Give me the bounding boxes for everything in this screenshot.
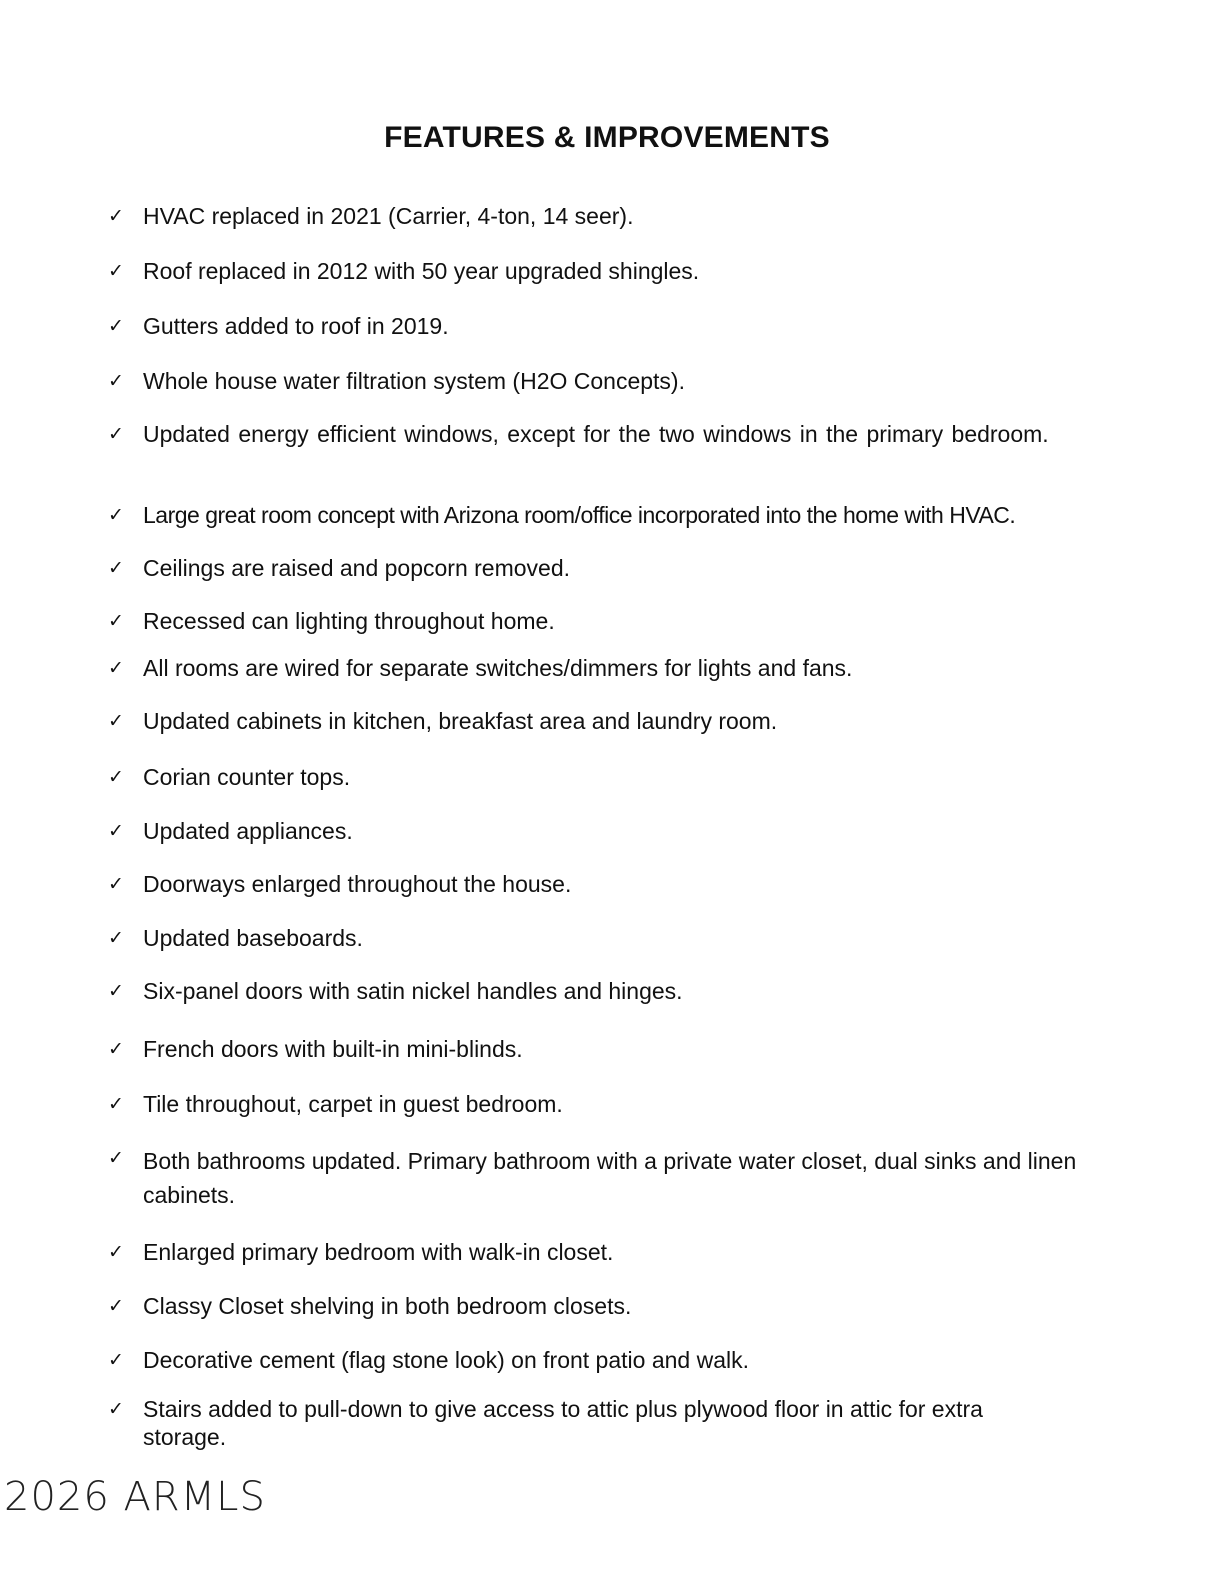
list-item — [108, 420, 1144, 448]
list-item — [108, 501, 1144, 529]
checkmark-icon: ✓ — [108, 1398, 124, 1420]
checkmark-icon: ✓ — [108, 1241, 124, 1263]
checkmark-icon: ✓ — [108, 205, 124, 227]
list-item — [108, 654, 1144, 682]
checkmark-icon: ✓ — [108, 1295, 124, 1317]
list-item — [108, 202, 1144, 230]
list-item-text: Updated baseboards. — [143, 925, 363, 951]
list-item-text: Updated energy efficient windows, except for the two windows in the primary bedroom. — [143, 421, 1049, 447]
list-item — [108, 1395, 1144, 1451]
checkmark-icon: ✓ — [108, 927, 124, 949]
list-item-text: Whole house water filtration system (H2O Concepts). — [143, 368, 685, 394]
list-item-text: All rooms are wired for separate switches/dimmers for lights and fans. — [143, 655, 853, 681]
checkmark-icon: ✓ — [108, 657, 124, 679]
list-item — [108, 1346, 1144, 1374]
list-item — [108, 367, 1144, 395]
checkmark-icon: ✓ — [108, 1038, 124, 1060]
list-item — [108, 312, 1144, 340]
list-item-text: Stairs added to pull-down to give access to attic plus plywood floor in attic for extra storage. — [143, 1396, 983, 1450]
list-item-text: Doorways enlarged throughout the house. — [143, 871, 572, 897]
list-item-text: Ceilings are raised and popcorn removed. — [143, 555, 571, 581]
checkmark-icon: ✓ — [108, 1147, 124, 1169]
list-item — [108, 1035, 1144, 1063]
checkmark-icon: ✓ — [108, 504, 124, 526]
list-item-text: Roof replaced in 2012 with 50 year upgraded shingles. — [143, 258, 700, 284]
list-item-text: Six-panel doors with satin nickel handles and hinges. — [143, 978, 683, 1004]
checkmark-icon: ✓ — [108, 710, 124, 732]
checkmark-icon: ✓ — [108, 1093, 124, 1115]
list-item — [108, 924, 1144, 952]
checkmark-icon: ✓ — [108, 260, 124, 282]
list-item-text: Gutters added to roof in 2019. — [143, 313, 449, 339]
list-item — [108, 257, 1144, 285]
list-item — [108, 1292, 1144, 1320]
list-item — [108, 1238, 1144, 1266]
checkmark-icon: ✓ — [108, 315, 124, 337]
list-item-text: Recessed can lighting throughout home. — [143, 608, 555, 634]
checkmark-icon: ✓ — [108, 766, 124, 788]
list-item — [108, 977, 1144, 1005]
list-item — [108, 1090, 1144, 1118]
page-title: FEATURES & IMPROVEMENTS — [384, 121, 830, 154]
list-item-text: HVAC replaced in 2021 (Carrier, 4-ton, 14 seer). — [143, 203, 634, 229]
checkmark-icon: ✓ — [108, 1349, 124, 1371]
list-item-text: Classy Closet shelving in both bedroom closets. — [143, 1293, 632, 1319]
checkmark-icon: ✓ — [108, 557, 124, 579]
list-item-text: Updated appliances. — [143, 818, 353, 844]
checkmark-icon: ✓ — [108, 980, 124, 1002]
list-item-text: French doors with built-in mini-blinds. — [143, 1036, 523, 1062]
list-item — [108, 870, 1144, 898]
list-item — [108, 763, 1144, 791]
checkmark-icon: ✓ — [108, 820, 124, 842]
list-item-text: Decorative cement (flag stone look) on front patio and walk. — [143, 1347, 749, 1373]
list-item-text: Both bathrooms updated. Primary bathroom with a private water closet, dual sinks and linen cabinets. — [143, 1148, 1077, 1208]
list-item-text: Corian counter tops. — [143, 764, 351, 790]
list-item — [108, 554, 1144, 582]
list-item — [108, 707, 1144, 735]
checkmark-icon: ✓ — [108, 873, 124, 895]
list-item-text: Tile throughout, carpet in guest bedroom. — [143, 1091, 563, 1117]
list-item — [108, 817, 1144, 845]
list-item-text: Large great room concept with Arizona room/office incorporated into the home with HVAC. — [143, 502, 1016, 528]
checkmark-icon: ✓ — [108, 423, 124, 445]
list-item-text: Updated cabinets in kitchen, breakfast area and laundry room. — [143, 708, 778, 734]
list-item — [108, 1144, 1144, 1212]
list-item — [108, 607, 1144, 635]
watermark: 2026 ARMLS — [4, 1474, 266, 1520]
checkmark-icon: ✓ — [108, 370, 124, 392]
list-item-text: Enlarged primary bedroom with walk-in closet. — [143, 1239, 614, 1265]
checkmark-icon: ✓ — [108, 610, 124, 632]
